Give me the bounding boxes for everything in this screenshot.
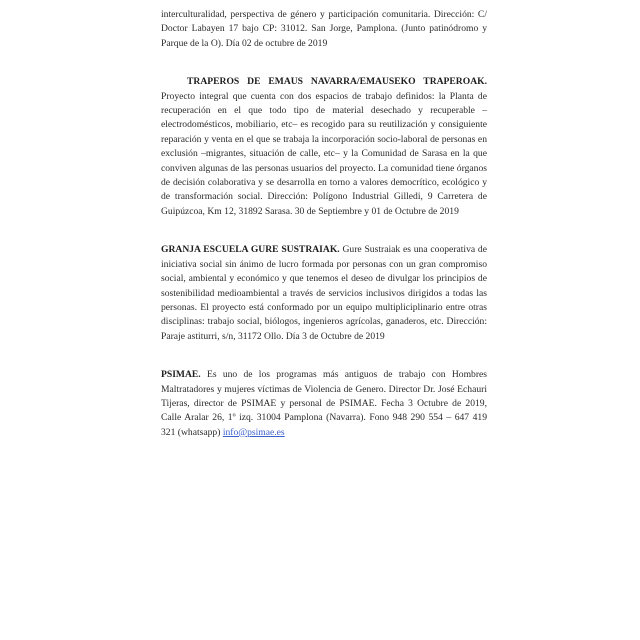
intro-continuation-paragraph xyxy=(161,8,487,51)
section-title: TRAPEROS DE EMAUS NAVARRA/EMAUSEKO TRAPEROAK. xyxy=(187,76,487,88)
document-page xyxy=(161,8,487,440)
granja-escuela-paragraph xyxy=(161,243,487,344)
section-title: PSIMAE. xyxy=(161,369,207,381)
paragraph-body: Proyecto integral que cuenta con dos espacios de trabajo definidos: la Planta de recuperación en el que todo tipo de material desechado y recuperable –electrodomésticos, mobiliario, etc– es recogido para su reutilización y consiguiente reparación y venta en el que se trabaja la incorporación socio-laboral de personas en exclusión –migrantes, situación de calle, etc– y la Comunidad de Sarasa en la que conviven algunas de las personas usuarios del proyecto. La comunidad tiene órganos de decisión colaborativa y se desarrolla en torno a valores democrítico, ecológico y de transformación social. Dirección: Polígono Industrial Gilledi, 9 Carretera de Guipúzcoa, Km 12, 31892 Sarasa. 30 de Septiembre y 01 de Octubre de 2019 xyxy=(161,90,487,217)
psimae-paragraph xyxy=(161,368,487,440)
paragraph-body: Es uno de los programas más antiguos de trabajo con Hombres Maltratadores y mujeres víctimas de Violencia de Genero. Director Dr. José Echauri Tijeras, director de PSIMAE y personal de PSIMAE. Fecha 3 Octubre de 2019, Calle Aralar 26, 1º izq. 31004 Pamplona (Navarra). Fono 948 290 554 – 647 419 321 (whatsapp) xyxy=(161,369,488,438)
section-title: GRANJA ESCUELA GURE SUSTRAIAK. xyxy=(161,244,343,256)
email-link[interactable]: info@psimae.es xyxy=(222,426,285,438)
paragraph-body: interculturalidad, perspectiva de género y participación comunitaria. Dirección: C/ Doctor Labayen 17 bajo CP: 31012. San Jorge, Pamplona. (Junto patinódromo y Parque de la O). Día 02 de octubre de 2019 xyxy=(161,9,487,49)
paragraph-body: Gure Sustraiak es una cooperativa de iniciativa social sin ánimo de lucro formada por personas con un gran compromiso social, ambiental y económico y que tenemos el deseo de divulgar los principios de sostenibilidad medioambiental a través de servicios inclusivos dirigidos a todas las personas. El proyecto está conformado por un equipo multipliciplinario entre otras disciplinas: trabajo social, biólogos, ingenieros agrícolas, ganaderos, etc. Dirección: Paraje astiturri, s/n, 31172 Ollo. Día 3 de Octubre de 2019 xyxy=(161,244,487,342)
traperos-emaus-paragraph xyxy=(161,75,487,219)
